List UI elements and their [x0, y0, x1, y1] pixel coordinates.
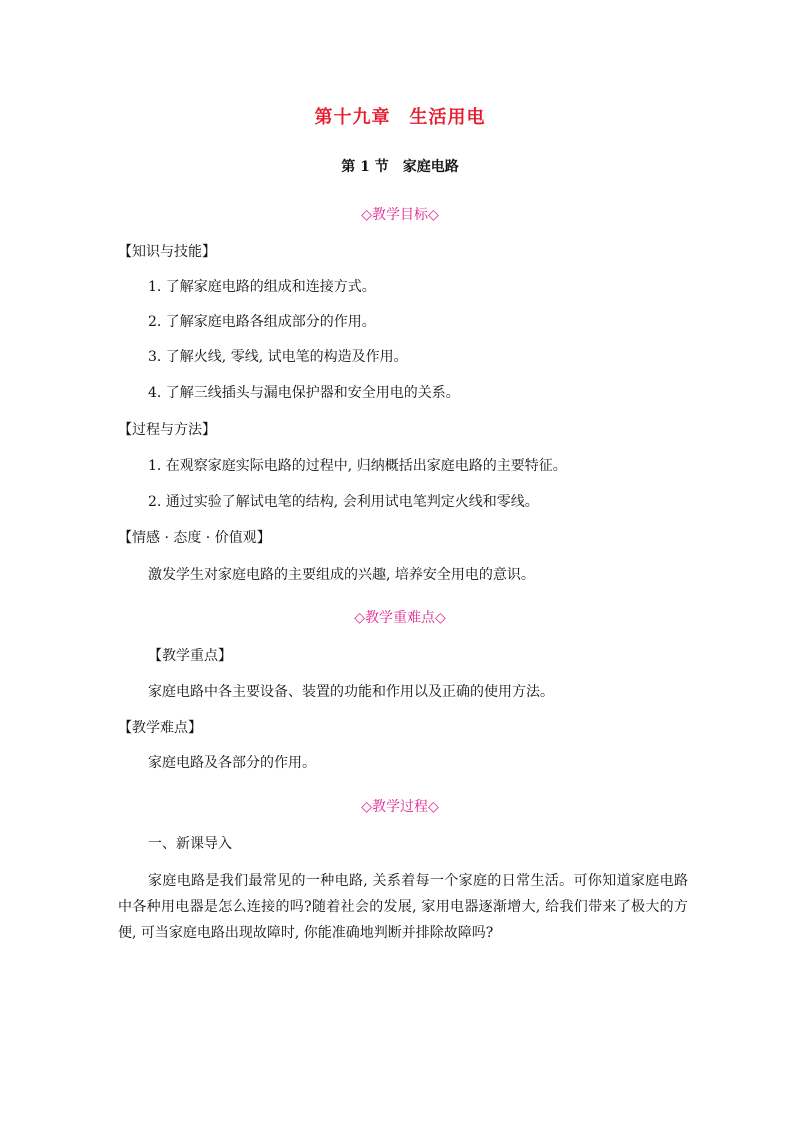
emotion-text: 激发学生对家庭电路的主要组成的兴趣, 培养安全用电的意识。 [148, 567, 535, 583]
process-heading: ◇教学过程◇ [361, 799, 439, 815]
process-item-2: 2. 通过实验了解试电笔的结构, 会利用试电笔判定火线和零线。 [148, 494, 539, 510]
process-item-1: 1. 在观察家庭实际电路的过程中, 归纳概括出家庭电路的主要特征。 [148, 458, 567, 474]
knowledge-item-3: 3. 了解火线, 零线, 试电笔的构造及作用。 [148, 349, 408, 365]
focus-text: 家庭电路中各主要设备、装置的功能和作用以及正确的使用方法。 [148, 684, 554, 700]
knowledge-item-2: 2. 了解家庭电路各组成部分的作用。 [148, 314, 376, 330]
step1-title: 一、新课导入 [148, 836, 232, 852]
key-points-heading: ◇教学重难点◇ [354, 610, 446, 626]
knowledge-skills-label: 【知识与技能】 [118, 244, 216, 260]
knowledge-item-1: 1. 了解家庭电路的组成和连接方式。 [148, 279, 376, 295]
section-title: 第 1 节 家庭电路 [341, 159, 459, 175]
focus-label: 【教学重点】 [148, 648, 232, 664]
process-method-label: 【过程与方法】 [118, 422, 216, 438]
chapter-title: 第十九章 生活用电 [314, 107, 486, 128]
step1-paragraph: 家庭电路是我们最常见的一种电路, 关系着每一个家庭的日常生活。可你知道家庭电路中各种用电器是怎么连接的吗?随着社会的发展, 家用电器逐渐增大, 给我们带来了极大的方便, 可当家庭电路出现故障时, 你能准确地判断并排除故障吗? [118, 873, 688, 941]
objectives-heading: ◇教学目标◇ [361, 207, 439, 223]
difficulty-label: 【教学难点】 [118, 720, 202, 736]
knowledge-item-4: 4. 了解三线插头与漏电保护器和安全用电的关系。 [148, 385, 460, 401]
emotion-label: 【情感 · 态度 · 价值观】 [118, 530, 271, 546]
difficulty-text: 家庭电路及各部分的作用。 [148, 755, 316, 771]
